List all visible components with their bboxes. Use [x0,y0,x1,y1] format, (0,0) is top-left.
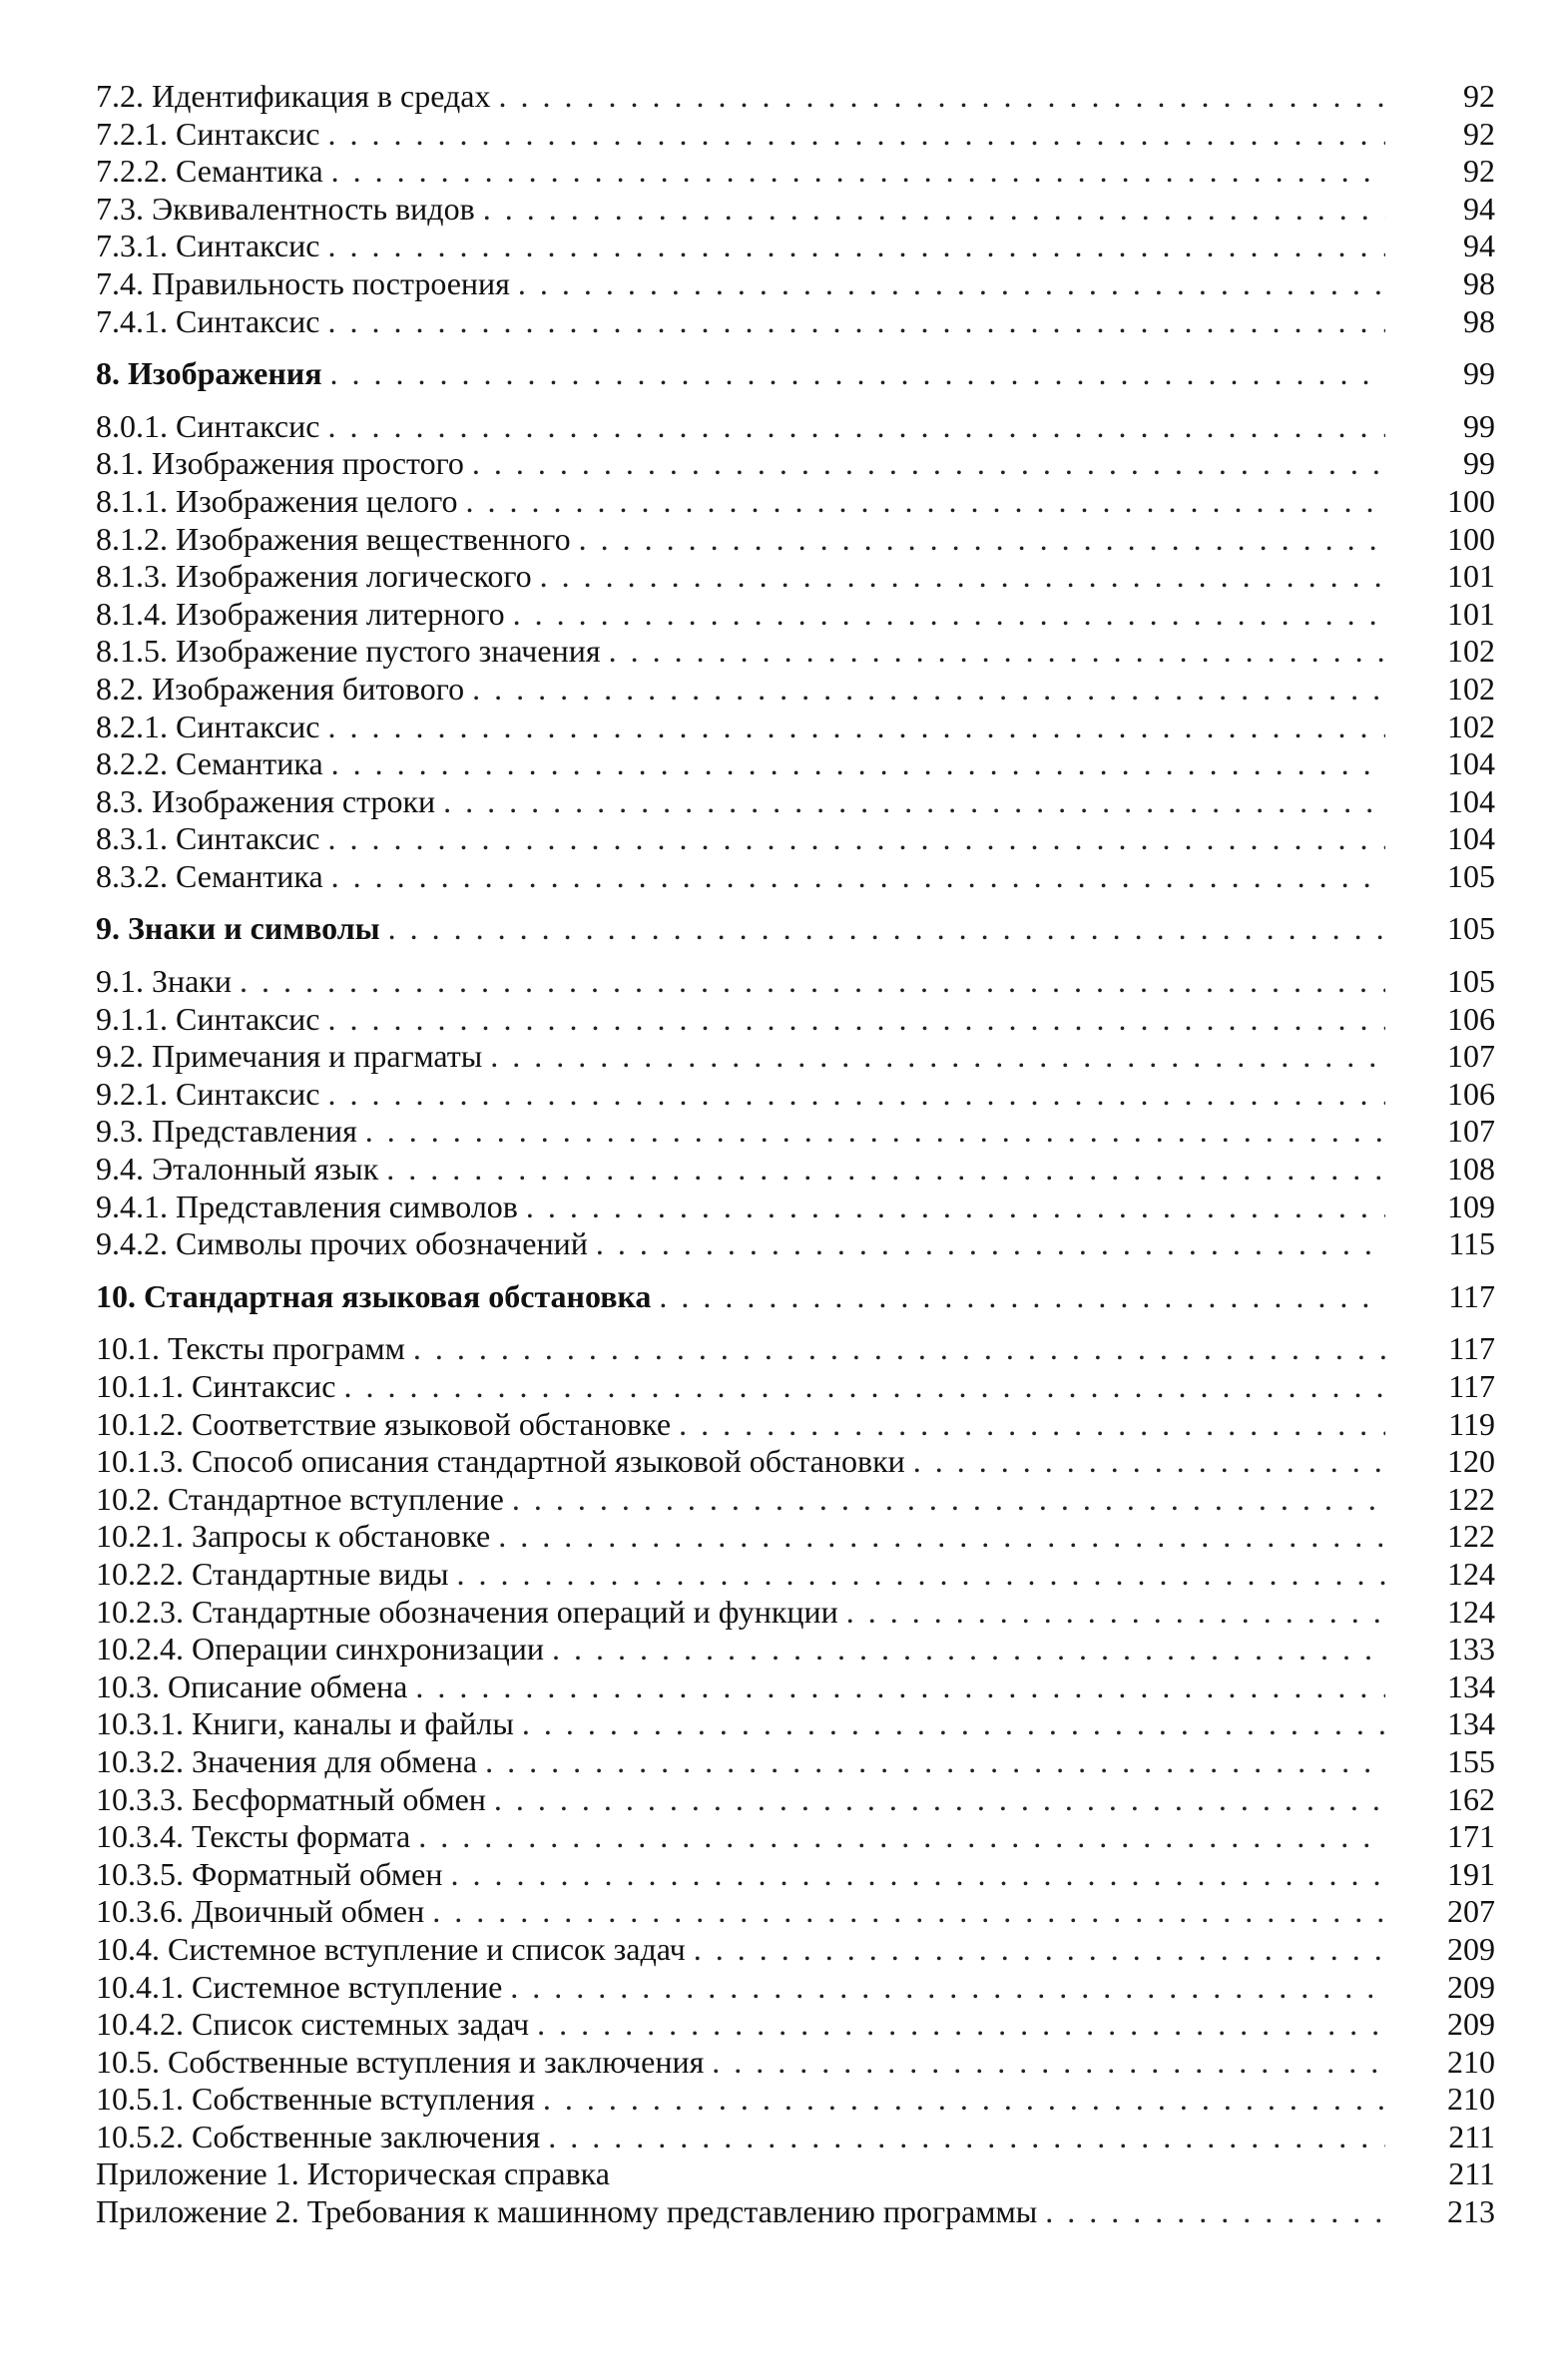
toc-entry-title: 10.5.1. Собственные вступления [96,2081,543,2119]
toc-entry-title: 10.2.2. Стандартные виды [96,1556,457,1594]
toc-dot-leader [510,1969,1385,2007]
toc-entry-title: 8. Изображения [96,355,330,393]
toc-entry-line [96,1189,1385,1226]
toc-entry-title: 9.1.1. Синтаксис [96,1001,327,1039]
toc-dot-leader [526,1189,1385,1226]
toc-entry-page-number: 100 [1447,482,1495,519]
toc-entry-line [96,671,1385,709]
toc-entry-title: 7.3.1. Синтаксис [96,228,327,265]
toc-entry-line [96,265,1385,303]
toc-entry-line [96,745,1385,783]
toc-entry-page-number: 101 [1447,595,1495,632]
toc-entry-line [96,1781,1385,1819]
toc-entry-title: 10.3.3. Бесформатный обмен [96,1781,494,1819]
toc-dot-leader [413,1330,1385,1368]
toc-entry-page-number: 115 [1448,1225,1495,1262]
toc-dot-leader [522,1705,1385,1743]
toc-entry-title: 10. Стандартная языковая обстановка [96,1278,659,1316]
toc-dot-leader [415,1668,1385,1706]
toc-entry-line [96,1113,1385,1151]
toc-entry-title: 8.1.5. Изображение пустого значения [96,633,609,671]
toc-dot-leader [327,228,1385,265]
toc-entry-page-number: 94 [1463,228,1495,264]
toc-entry-page-number: 155 [1447,1742,1495,1779]
toc-dot-leader [609,633,1385,671]
toc-entry-line [96,78,1385,116]
toc-entry-title: 10.3.4. Тексты формата [96,1818,418,1856]
toc-dot-leader [694,1931,1385,1969]
toc-entry-title: 10.3.5. Форматный обмен [96,1856,450,1894]
toc-appendix-entry [0,2155,1565,2193]
toc-entry-title: 10.5.2. Собственные заключения [96,2119,548,2156]
toc-entry-title: 8.1.3. Изображения логического [96,558,540,596]
toc-entry-line [96,228,1385,265]
toc-dot-leader [327,709,1385,746]
toc-entry-title: 10.4. Системное вступление и список задач [96,1931,694,1969]
toc-entry-line [96,910,1385,948]
toc-dot-leader [418,1818,1385,1856]
toc-entry-line [96,1151,1385,1189]
toc-entry [0,709,1565,746]
toc-appendix-entry [0,2193,1565,2231]
toc-dot-leader [483,191,1385,229]
toc-entry-page-number: 107 [1447,1038,1495,1075]
toc-dot-leader [240,963,1385,1001]
toc-entry-page-number: 210 [1447,2043,1495,2080]
toc-chapter-entry [0,910,1565,948]
toc-entry-page-number: 134 [1447,1667,1495,1704]
toc-entry [0,1668,1565,1706]
toc-entry-page-number: 117 [1448,1368,1495,1404]
toc-entry-page-number: 171 [1447,1818,1495,1855]
toc-entry [0,858,1565,896]
toc-dot-leader [327,1076,1385,1114]
toc-dot-leader [327,303,1385,341]
toc-entry [0,1113,1565,1151]
toc-entry-line [96,558,1385,596]
toc-dot-leader [1045,2193,1385,2231]
toc-entry [0,1705,1565,1743]
toc-entry-page-number: 92 [1463,115,1495,152]
toc-entry [0,483,1565,521]
toc-entry-line [96,1481,1385,1519]
toc-entry-title: 10.2.4. Операции синхронизации [96,1631,552,1668]
toc-dot-leader [540,558,1385,596]
toc-dot-leader [330,355,1385,393]
toc-entry-page-number: 106 [1447,1000,1495,1037]
toc-entry-page-number: 117 [1448,1277,1495,1314]
toc-entry [0,116,1565,154]
toc-entry-title: 10.1.3. Способ описания стандартной языковой обстановки [96,1443,913,1481]
toc-entry-line [96,1368,1385,1406]
toc-entry [0,2119,1565,2156]
toc-dot-leader [443,783,1385,821]
toc-entry-line [96,2119,1385,2156]
toc-entry-title: 10.3.6. Двоичный обмен [96,1893,432,1931]
toc-entry-title: 9.3. Представления [96,1113,365,1151]
toc-entry [0,78,1565,116]
toc-dot-leader [518,265,1385,303]
toc-dot-leader [388,910,1385,948]
toc-entry [0,521,1565,559]
toc-entry-title: 7.2.2. Семантика [96,153,331,191]
toc-entry-page-number: 134 [1447,1705,1495,1742]
toc-entry-line [96,116,1385,154]
toc-entry-line [96,191,1385,229]
toc-entry [0,1931,1565,1969]
toc-entry-page-number: 133 [1447,1631,1495,1667]
toc-entry-line [96,1406,1385,1444]
toc-entry-line [96,858,1385,896]
toc-entry-line [96,783,1385,821]
toc-entry-title: 8.2.1. Синтаксис [96,709,327,746]
toc-entry-title: 9.2. Примечания и прагматы [96,1038,490,1076]
toc-entry-line [96,1518,1385,1556]
toc-entry [0,1038,1565,1076]
toc-entry-title: 9.4.1. Представления символов [96,1189,526,1226]
toc-entry-page-number: 102 [1447,633,1495,670]
toc-entry-line [96,1443,1385,1481]
toc-entry-line [96,2044,1385,2082]
toc-entry-title: Приложение 1. Историческая справка [96,2155,618,2193]
toc-dot-leader [432,1893,1385,1931]
toc-entry [0,1631,1565,1668]
toc-entry [0,633,1565,671]
toc-entry-title: 10.3.2. Значения для обмена [96,1743,485,1781]
toc-dot-leader [386,1151,1385,1189]
toc-entry-page-number: 99 [1463,355,1495,392]
toc-entry-page-number: 119 [1448,1405,1495,1442]
toc-entry-title: 8.0.1. Синтаксис [96,408,327,446]
toc-entry-line [96,1330,1385,1368]
toc-entry [0,1368,1565,1406]
toc-entry [0,1556,1565,1594]
toc-dot-leader [552,1631,1385,1668]
toc-dot-leader [579,521,1385,559]
toc-chapter-entry [0,355,1565,393]
toc-entry-page-number: 191 [1447,1855,1495,1892]
toc-dot-leader [512,1481,1385,1519]
toc-entry [0,2044,1565,2082]
toc-dot-leader [494,1781,1385,1819]
toc-entry-title: 9.1. Знаки [96,963,240,1001]
toc-dot-leader [485,1743,1385,1781]
toc-entry-page-number: 104 [1447,782,1495,819]
toc-entry-line [96,1893,1385,1931]
toc-entry-title: 7.4.1. Синтаксис [96,303,327,341]
toc-entry-title: 9.2.1. Синтаксис [96,1076,327,1114]
toc-entry-title: 10.1.2. Соответствие языковой обстановке [96,1406,679,1444]
toc-entry [0,228,1565,265]
toc-entry-line [96,1076,1385,1114]
toc-entry-line [96,709,1385,746]
toc-entry-title: 8.3.1. Синтаксис [96,820,327,858]
toc-chapter-entry [0,1278,1565,1316]
toc-entry-line [96,1818,1385,1856]
toc-entry [0,963,1565,1001]
toc-entry-page-number: 102 [1447,708,1495,744]
toc-entry-line [96,820,1385,858]
toc-entry-page-number: 162 [1447,1780,1495,1817]
toc-dot-leader [466,483,1385,521]
toc-entry [0,671,1565,709]
toc-entry [0,1481,1565,1519]
toc-entry [0,1151,1565,1189]
toc-entry [0,445,1565,483]
toc-entry-title: 8.2. Изображения битового [96,671,472,709]
toc-entry-title: 8.3.2. Семантика [96,858,331,896]
toc-entry-line [96,1225,1385,1263]
toc-entry-title: 8.1. Изображения простого [96,445,472,483]
toc-entry-title: 8.2.2. Семантика [96,745,331,783]
toc-entry-title: 8.1.2. Изображения вещественного [96,521,579,559]
toc-entry-page-number: 211 [1448,2155,1495,2192]
toc-dot-leader [331,858,1385,896]
toc-entry-title: 10.1. Тексты программ [96,1330,413,1368]
toc-dot-leader [331,745,1385,783]
toc-dot-leader [327,1001,1385,1039]
toc-entry-page-number: 102 [1447,670,1495,707]
toc-entry [0,820,1565,858]
toc-entry-title: 7.2.1. Синтаксис [96,116,327,154]
toc-entry-page-number: 105 [1447,857,1495,894]
toc-entry-title: 10.5. Собственные вступления и заключения [96,2044,712,2082]
toc-entry-page-number: 100 [1447,520,1495,557]
toc-entry-line [96,1278,1385,1316]
toc-entry-line [96,963,1385,1001]
toc-entry-page-number: 104 [1447,745,1495,782]
toc-dot-leader [327,408,1385,446]
toc-dot-leader [513,596,1385,634]
toc-entry-page-number: 99 [1463,407,1495,444]
toc-dot-leader [343,1368,1385,1406]
toc-entry-page-number: 94 [1463,190,1495,227]
toc-entry [0,1076,1565,1114]
toc-dot-leader [457,1556,1385,1594]
toc-dot-leader [450,1856,1385,1894]
toc-dot-leader [490,1038,1385,1076]
toc-entry-title: 9. Знаки и символы [96,910,388,948]
toc-entry [0,1330,1565,1368]
toc-entry-page-number: 209 [1447,1968,1495,2005]
toc-dot-leader [913,1443,1385,1481]
toc-entry-line [96,408,1385,446]
toc-entry [0,1818,1565,1856]
toc-entry [0,1443,1565,1481]
toc-entry-line [96,1931,1385,1969]
toc-entry [0,153,1565,191]
toc-dot-leader [537,2006,1385,2044]
toc-entry-line [96,1705,1385,1743]
toc-entry-title: 8.1.4. Изображения литерного [96,596,513,634]
toc-dot-leader [472,671,1385,709]
toc-dot-leader [499,78,1386,116]
toc-entry-page-number: 207 [1447,1893,1495,1930]
toc-entry-page-number: 122 [1447,1518,1495,1555]
toc-dot-leader [331,153,1385,191]
toc-entry-page-number: 117 [1448,1330,1495,1367]
toc-entry-page-number: 106 [1447,1075,1495,1112]
table-of-contents [0,78,1565,2231]
toc-entry-title: 10.4.1. Системное вступление [96,1969,510,2007]
toc-entry-line [96,483,1385,521]
toc-entry [0,2006,1565,2044]
toc-entry [0,783,1565,821]
toc-entry-page-number: 107 [1447,1113,1495,1150]
toc-entry-title: 10.3. Описание обмена [96,1668,415,1706]
toc-entry-line [96,633,1385,671]
toc-entry-page-number: 98 [1463,302,1495,339]
toc-dot-leader [498,1518,1385,1556]
toc-entry-page-number: 124 [1447,1555,1495,1592]
toc-entry [0,1594,1565,1632]
toc-dot-leader [712,2044,1385,2082]
toc-entry-line [96,2081,1385,2119]
toc-entry-title: 7.2. Идентификация в средах [96,78,499,116]
toc-entry [0,1001,1565,1039]
toc-entry-line [96,2193,1385,2231]
toc-dot-leader [327,820,1385,858]
toc-entry-line [96,1969,1385,2007]
toc-entry-page-number: 213 [1447,2193,1495,2230]
toc-dot-leader [679,1406,1385,1444]
toc-entry [0,1406,1565,1444]
toc-entry-title: 7.4. Правильность построения [96,265,518,303]
toc-entry-line [96,1594,1385,1632]
toc-entry-line [96,1856,1385,1894]
toc-dot-leader [543,2081,1385,2119]
toc-entry [0,1189,1565,1226]
toc-entry-line [96,153,1385,191]
toc-entry-line [96,1001,1385,1039]
toc-dot-leader [548,2119,1385,2156]
toc-entry-page-number: 209 [1447,1930,1495,1967]
toc-entry-title: 10.2.1. Запросы к обстановке [96,1518,498,1556]
toc-entry-title: 10.4.2. Список системных задач [96,2006,537,2044]
toc-dot-leader [659,1278,1385,1316]
toc-entry-title: Приложение 2. Требования к машинному представлению программы [96,2193,1045,2231]
toc-entry [0,2081,1565,2119]
toc-entry [0,558,1565,596]
toc-dot-leader [365,1113,1385,1151]
toc-entry-page-number: 211 [1448,2118,1495,2154]
toc-entry-line [96,2155,1385,2193]
toc-entry-page-number: 120 [1447,1443,1495,1480]
toc-entry-line [96,1743,1385,1781]
toc-entry-page-number: 209 [1447,2006,1495,2043]
toc-dot-leader [327,116,1385,154]
toc-entry-line [96,1556,1385,1594]
toc-entry-page-number: 99 [1463,445,1495,482]
toc-entry-page-number: 105 [1447,910,1495,947]
toc-entry-title: 8.3. Изображения строки [96,783,443,821]
toc-entry-line [96,1668,1385,1706]
toc-entry-page-number: 92 [1463,78,1495,114]
toc-entry [0,408,1565,446]
toc-entry-title: 10.3.1. Книги, каналы и файлы [96,1705,522,1743]
toc-entry-page-number: 122 [1447,1480,1495,1517]
toc-entry [0,1856,1565,1894]
toc-entry-line [96,521,1385,559]
toc-entry-title: 10.1.1. Синтаксис [96,1368,343,1406]
toc-entry-title: 9.4. Эталонный язык [96,1151,386,1189]
toc-entry-page-number: 124 [1447,1593,1495,1630]
toc-entry-title: 10.2. Стандартное вступление [96,1481,512,1519]
toc-entry-page-number: 98 [1463,264,1495,301]
toc-entry-title: 9.4.2. Символы прочих обозначений [96,1225,596,1263]
toc-dot-leader [846,1594,1385,1632]
toc-entry [0,1743,1565,1781]
toc-entry-line [96,2006,1385,2044]
toc-entry-line [96,445,1385,483]
toc-entry-page-number: 109 [1447,1188,1495,1224]
toc-entry [0,1893,1565,1931]
toc-entry [0,303,1565,341]
toc-dot-leader [596,1225,1385,1263]
toc-entry-title: 7.3. Эквивалентность видов [96,191,483,229]
toc-entry-page-number: 101 [1447,558,1495,595]
toc-entry [0,596,1565,634]
toc-entry-line [96,1631,1385,1668]
toc-entry-page-number: 104 [1447,820,1495,857]
toc-entry-line [96,596,1385,634]
toc-entry [0,1225,1565,1263]
toc-entry-line [96,1038,1385,1076]
toc-entry-page-number: 105 [1447,963,1495,1000]
toc-dot-leader [472,445,1385,483]
toc-entry-title: 8.1.1. Изображения целого [96,483,466,521]
toc-entry-page-number: 108 [1447,1151,1495,1188]
toc-entry [0,265,1565,303]
toc-entry-page-number: 92 [1463,153,1495,190]
toc-entry [0,1518,1565,1556]
toc-entry [0,191,1565,229]
toc-entry [0,745,1565,783]
toc-entry-line [96,355,1385,393]
toc-entry-line [96,303,1385,341]
toc-entry [0,1781,1565,1819]
toc-entry-page-number: 210 [1447,2081,1495,2118]
toc-entry-title: 10.2.3. Стандартные обозначения операций и функции [96,1594,846,1632]
toc-entry [0,1969,1565,2007]
